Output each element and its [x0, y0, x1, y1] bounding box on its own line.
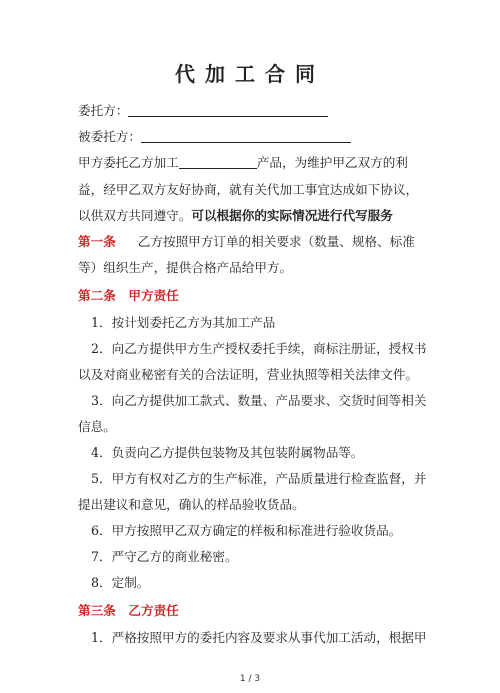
intro-line-3 [78, 206, 393, 226]
article-1-line-2: 等）组织生产，提供合格产品给甲方。 [78, 260, 293, 275]
client-label: 委托方： [78, 103, 129, 118]
article-2-item-cont: 提出建议和意见，确认的样品验收货品。 [78, 497, 305, 512]
contractor-blank [141, 128, 351, 143]
article-1-heading: 第一条 [78, 234, 116, 249]
article-2-item: 7．严守乙方的商业秘密。 [91, 549, 238, 564]
article-2-item: 1．按计划委托乙方为其加工产品 [91, 315, 276, 330]
product-blank [179, 154, 257, 169]
article-2-item: 5．甲方有权对乙方的生产标准，产品质量进行检查监督，并 [91, 471, 427, 486]
intro-text: 产品，为维护甲乙双方的利 [256, 155, 408, 170]
article-1-text: 乙方按照甲方订单的相关要求（数量、规格、标准 [137, 234, 415, 249]
intro-line-2: 益，经甲乙双方友好协商，就有关代加工事宜达成如下协议， [78, 182, 419, 197]
article-2-item: 6．甲方按照甲乙双方确定的样板和标准进行验收货品。 [91, 523, 402, 538]
intro-line-1 [78, 153, 408, 173]
page-number: 1 / 3 [239, 674, 261, 684]
article-2-item-cont: 信息。 [78, 419, 116, 434]
article-2-item: 2．向乙方提供甲方生产授权委托手续，商标注册证，授权书 [91, 341, 427, 356]
client-line [78, 101, 328, 121]
article-2-heading: 第二条 甲方责任 [78, 288, 179, 303]
article-3-item: 1．严格按照甲方的委托内容及要求从事代加工活动，根据甲 [91, 630, 427, 645]
service-note: 可以根据你的实际情况进行代写服务 [191, 208, 393, 223]
article-2-item: 4．负责向乙方提供包装物及其包装附属物品等。 [91, 445, 364, 460]
contractor-label: 被委托方： [78, 129, 141, 144]
contractor-line [78, 127, 351, 147]
article-3-heading: 第三条 乙方责任 [78, 603, 179, 618]
article-2-item: 8．定制。 [91, 575, 150, 590]
client-blank [128, 102, 328, 117]
article-2-item-cont: 以及对商业秘密有关的合法证明，营业执照等相关法律文件。 [78, 367, 419, 382]
article-1-line-1 [78, 232, 415, 252]
article-2-item: 3．向乙方提供加工款式、数量、产品要求、交货时间等相关 [91, 393, 427, 408]
intro-text: 甲方委托乙方加工 [78, 155, 179, 170]
document-title: 代加工合同 [175, 62, 325, 86]
intro-text: 以供双方共同遵守。 [78, 208, 192, 223]
